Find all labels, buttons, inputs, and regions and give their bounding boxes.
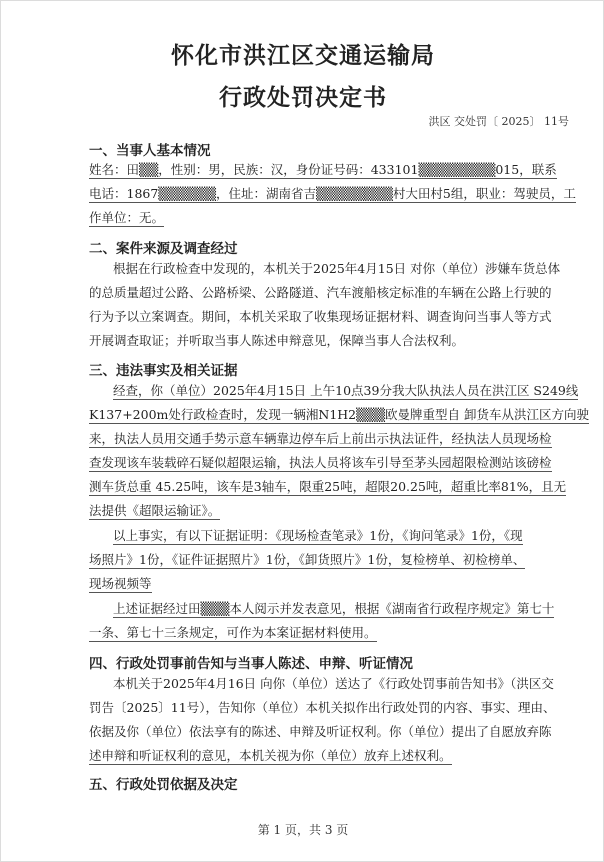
case-source-line: 行为予以立案调查。期间，本机关采取了收集现场证据材料、调查询问当事人等方式: [89, 309, 552, 324]
document-number: 洪区 交处罚〔 2025〕 11号: [428, 115, 569, 128]
evidence-review-line: 上述证据经过田▒▒▒本人阅示并发表意见，根据《湖南省行政程序规定》第七十: [113, 601, 555, 616]
section-heading-penalty-basis: 五、行政处罚依据及决定: [89, 777, 238, 793]
section-heading-party-info: 一、当事人基本情况: [89, 143, 211, 159]
facts-line: K137+200m处行政检查时，发现一辆湘N1H2▒▒▒欧曼牌重型自 卸货车从洪江区方向驶: [89, 407, 589, 422]
case-source-line: 根据在行政检查中发现的，本机关于2025年4月15日 对你（单位）涉嫌车货总体: [113, 261, 561, 276]
facts-line: 查发现该车装载碎石疑似超限运输，执法人员将该车引导至茅头园超限检测站该磅检: [89, 455, 552, 470]
evidence-line: 场照片》1份，《证件证据照片》1份，《卸货照片》1份，复检榜单、初检榜单、: [89, 552, 526, 567]
case-source-line: 开展调查取证；并听取当事人陈述申辩意见，保障当事人合法权利。: [89, 333, 465, 348]
page-footer: 第 1 页，共 3 页: [257, 823, 349, 837]
section-heading-case-source: 二、案件来源及调查经过: [89, 241, 238, 257]
facts-line: 来，执法人员用交通手势示意车辆靠边停车后上前出示执法证件，经执法人员现场检: [89, 431, 552, 446]
prior-notice-line: 依据及你（单位）依法享有的陈述、申辩及听证权利。你（单位）提出了自愿放弃陈: [89, 724, 552, 739]
agency-title: 怀化市洪江区交通运输局: [171, 42, 435, 69]
evidence-line: 以上事实，有以下证据证明：《现场检查笔录》1份，《询问笔录》1份，《现: [113, 528, 523, 543]
party-info-line: 姓名：田▒▒，性别：男，民族：汉，身份证号码：433101▒▒▒▒▒▒▒▒015，联系: [89, 162, 557, 177]
facts-line: 测车货总重 45.25吨，该车是3轴车，限重25吨，超限20.25吨，超重比率81%，且无: [89, 479, 567, 494]
prior-notice-line: 述申辩和听证权利的意见，本机关视为你（单位）放弃上述权利。: [89, 748, 452, 763]
case-source-line: 的总质量超过公路、公路桥梁、公路隧道、汽车渡船核定标准的车辆在公路上行驶的: [89, 285, 552, 300]
facts-line: 法提供《超限运输证》。: [89, 503, 221, 518]
party-info-line: 电话：1867▒▒▒▒▒▒，住址：湖南省吉▒▒▒▒▒▒▒▒村大田村5组，职业：驾驶员，工: [89, 186, 576, 201]
document-title: 行政处罚决定书: [219, 84, 387, 111]
section-heading-violation-facts: 三、违法事实及相关证据: [89, 363, 238, 379]
party-info-line: 作单位：无。: [89, 210, 165, 225]
evidence-line: 现场视频等: [89, 576, 152, 591]
prior-notice-line: 本机关于2025年4月16日 向你（单位）送达了《行政处罚事前告知书》（洪区交: [113, 676, 554, 691]
evidence-review-line: 一条、第七十三条规定，可作为本案证据材料使用。: [89, 625, 377, 640]
facts-line: 经查，你（单位）2025年4月15日 上午10点39分我大队执法人员在洪江区 S249线: [113, 383, 579, 398]
section-heading-prior-notice: 四、行政处罚事前告知与当事人陈述、申辩、听证情况: [89, 656, 413, 672]
prior-notice-line: 罚告〔2025〕11号），告知你（单位）本机关拟作出行政处罚的内容、事实、理由、: [89, 700, 556, 715]
